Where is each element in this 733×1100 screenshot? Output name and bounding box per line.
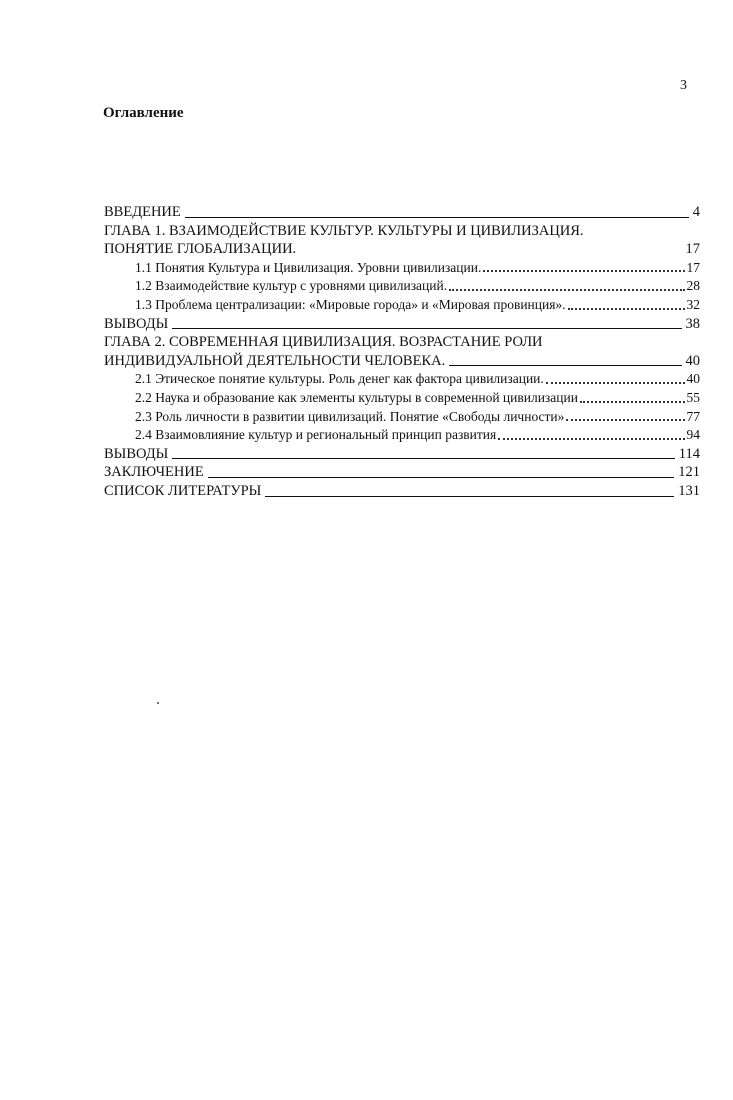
toc-entry-page: 55 xyxy=(686,389,700,405)
leader-dots xyxy=(568,308,685,310)
toc-entry-bibliography[interactable] xyxy=(104,482,700,501)
toc-entry-page: 32 xyxy=(686,296,700,312)
toc-entry-label: СПИСОК ЛИТЕРАТУРЫ xyxy=(104,482,262,499)
leader-line xyxy=(172,458,675,459)
leader-line xyxy=(172,328,681,329)
toc-section-2-1[interactable] xyxy=(104,370,700,389)
toc-section-1-2[interactable] xyxy=(104,277,700,296)
toc-entry-label: ВЫВОДЫ xyxy=(104,315,169,332)
leader-dots xyxy=(449,289,684,291)
toc-entry-label: ГЛАВА 1. ВЗАИМОДЕЙСТВИЕ КУЛЬТУР. КУЛЬТУРЫ И ЦИВИЛИЗАЦИЯ. xyxy=(104,222,584,239)
toc-entry-label: ПОНЯТИЕ ГЛОБАЛИЗАЦИИ. xyxy=(104,241,297,258)
toc-chapter-2-heading[interactable] xyxy=(104,333,700,352)
leader-dots xyxy=(566,419,684,421)
toc-entry-label: 2.2 Наука и образование как элементы культуры в современной цивилизации xyxy=(135,389,578,405)
toc-entry-label: ИНДИВИДУАЛЬНОЙ ДЕЯТЕЛЬНОСТИ ЧЕЛОВЕКА. xyxy=(104,352,446,369)
toc-entry-label: 2.3 Роль личности в развитии цивилизаций. Понятие «Свободы личности» xyxy=(135,408,565,424)
toc-entry-label: ЗАКЛЮЧЕНИЕ xyxy=(104,464,204,481)
leader-dots xyxy=(483,270,684,272)
toc-chapter-1-heading[interactable] xyxy=(104,222,700,241)
toc-entry-page: 4 xyxy=(692,204,700,220)
toc-entry-page: 17 xyxy=(686,259,700,275)
leader-dots xyxy=(498,438,684,440)
toc-entry-label: 1.2 Взаимодействие культур с уровнями цивилизаций. xyxy=(135,278,448,294)
toc-entry-page: 28 xyxy=(686,278,700,294)
toc-section-1-3[interactable] xyxy=(104,296,700,315)
toc-entry-label: 1.1 Понятия Культура и Цивилизация. Уровни цивилизации. xyxy=(135,259,482,275)
leader-line xyxy=(208,477,675,478)
toc-entry-page: 17 xyxy=(685,241,700,258)
toc-section-2-4[interactable] xyxy=(104,426,700,445)
page-number: 3 xyxy=(680,78,687,93)
toc-entry-page: 94 xyxy=(686,427,700,443)
toc-entry-label: ВЫВОДЫ xyxy=(104,445,169,462)
toc-section-1-1[interactable] xyxy=(104,259,700,278)
leader-line xyxy=(449,365,681,366)
toc-entry-label: 2.1 Этическое понятие культуры. Роль денег как фактора цивилизации. xyxy=(135,371,544,387)
toc-entry-page: 131 xyxy=(678,482,700,499)
toc-title: Оглавление xyxy=(103,105,184,121)
toc-section-2-3[interactable] xyxy=(104,408,700,427)
toc-section-2-2[interactable] xyxy=(104,389,700,408)
toc-entry-conclusions-1[interactable] xyxy=(104,315,700,334)
toc-entry-label: ГЛАВА 2. СОВРЕМЕННАЯ ЦИВИЛИЗАЦИЯ. ВОЗРАСТАНИЕ РОЛИ xyxy=(104,334,543,351)
toc-entry-page: 77 xyxy=(686,408,700,424)
toc-entry-page: 38 xyxy=(685,315,700,332)
toc-entry-page: 114 xyxy=(678,445,700,462)
toc-entry-label: 1.3 Проблема централизации: «Мировые города» и «Мировая провинция». xyxy=(135,296,566,312)
toc-entry-label: ВВЕДЕНИЕ xyxy=(104,204,181,220)
toc-chapter-1[interactable] xyxy=(104,240,700,259)
leader-line xyxy=(265,496,674,497)
leader-dots xyxy=(580,401,685,403)
toc-entry-conclusion[interactable] xyxy=(104,463,700,482)
table-of-contents xyxy=(104,203,700,501)
leader-line xyxy=(185,217,689,218)
toc-entry-page: 40 xyxy=(685,352,700,369)
toc-entry-conclusions-2[interactable] xyxy=(104,445,700,464)
leader-dots xyxy=(546,382,685,384)
scan-speck xyxy=(157,702,159,704)
toc-chapter-2[interactable] xyxy=(104,352,700,371)
toc-entry-intro[interactable] xyxy=(104,203,700,222)
toc-entry-page: 121 xyxy=(678,464,700,481)
toc-entry-label: 2.4 Взаимовлияние культур и региональный принцип развития xyxy=(135,427,497,443)
toc-entry-page: 40 xyxy=(686,371,700,387)
